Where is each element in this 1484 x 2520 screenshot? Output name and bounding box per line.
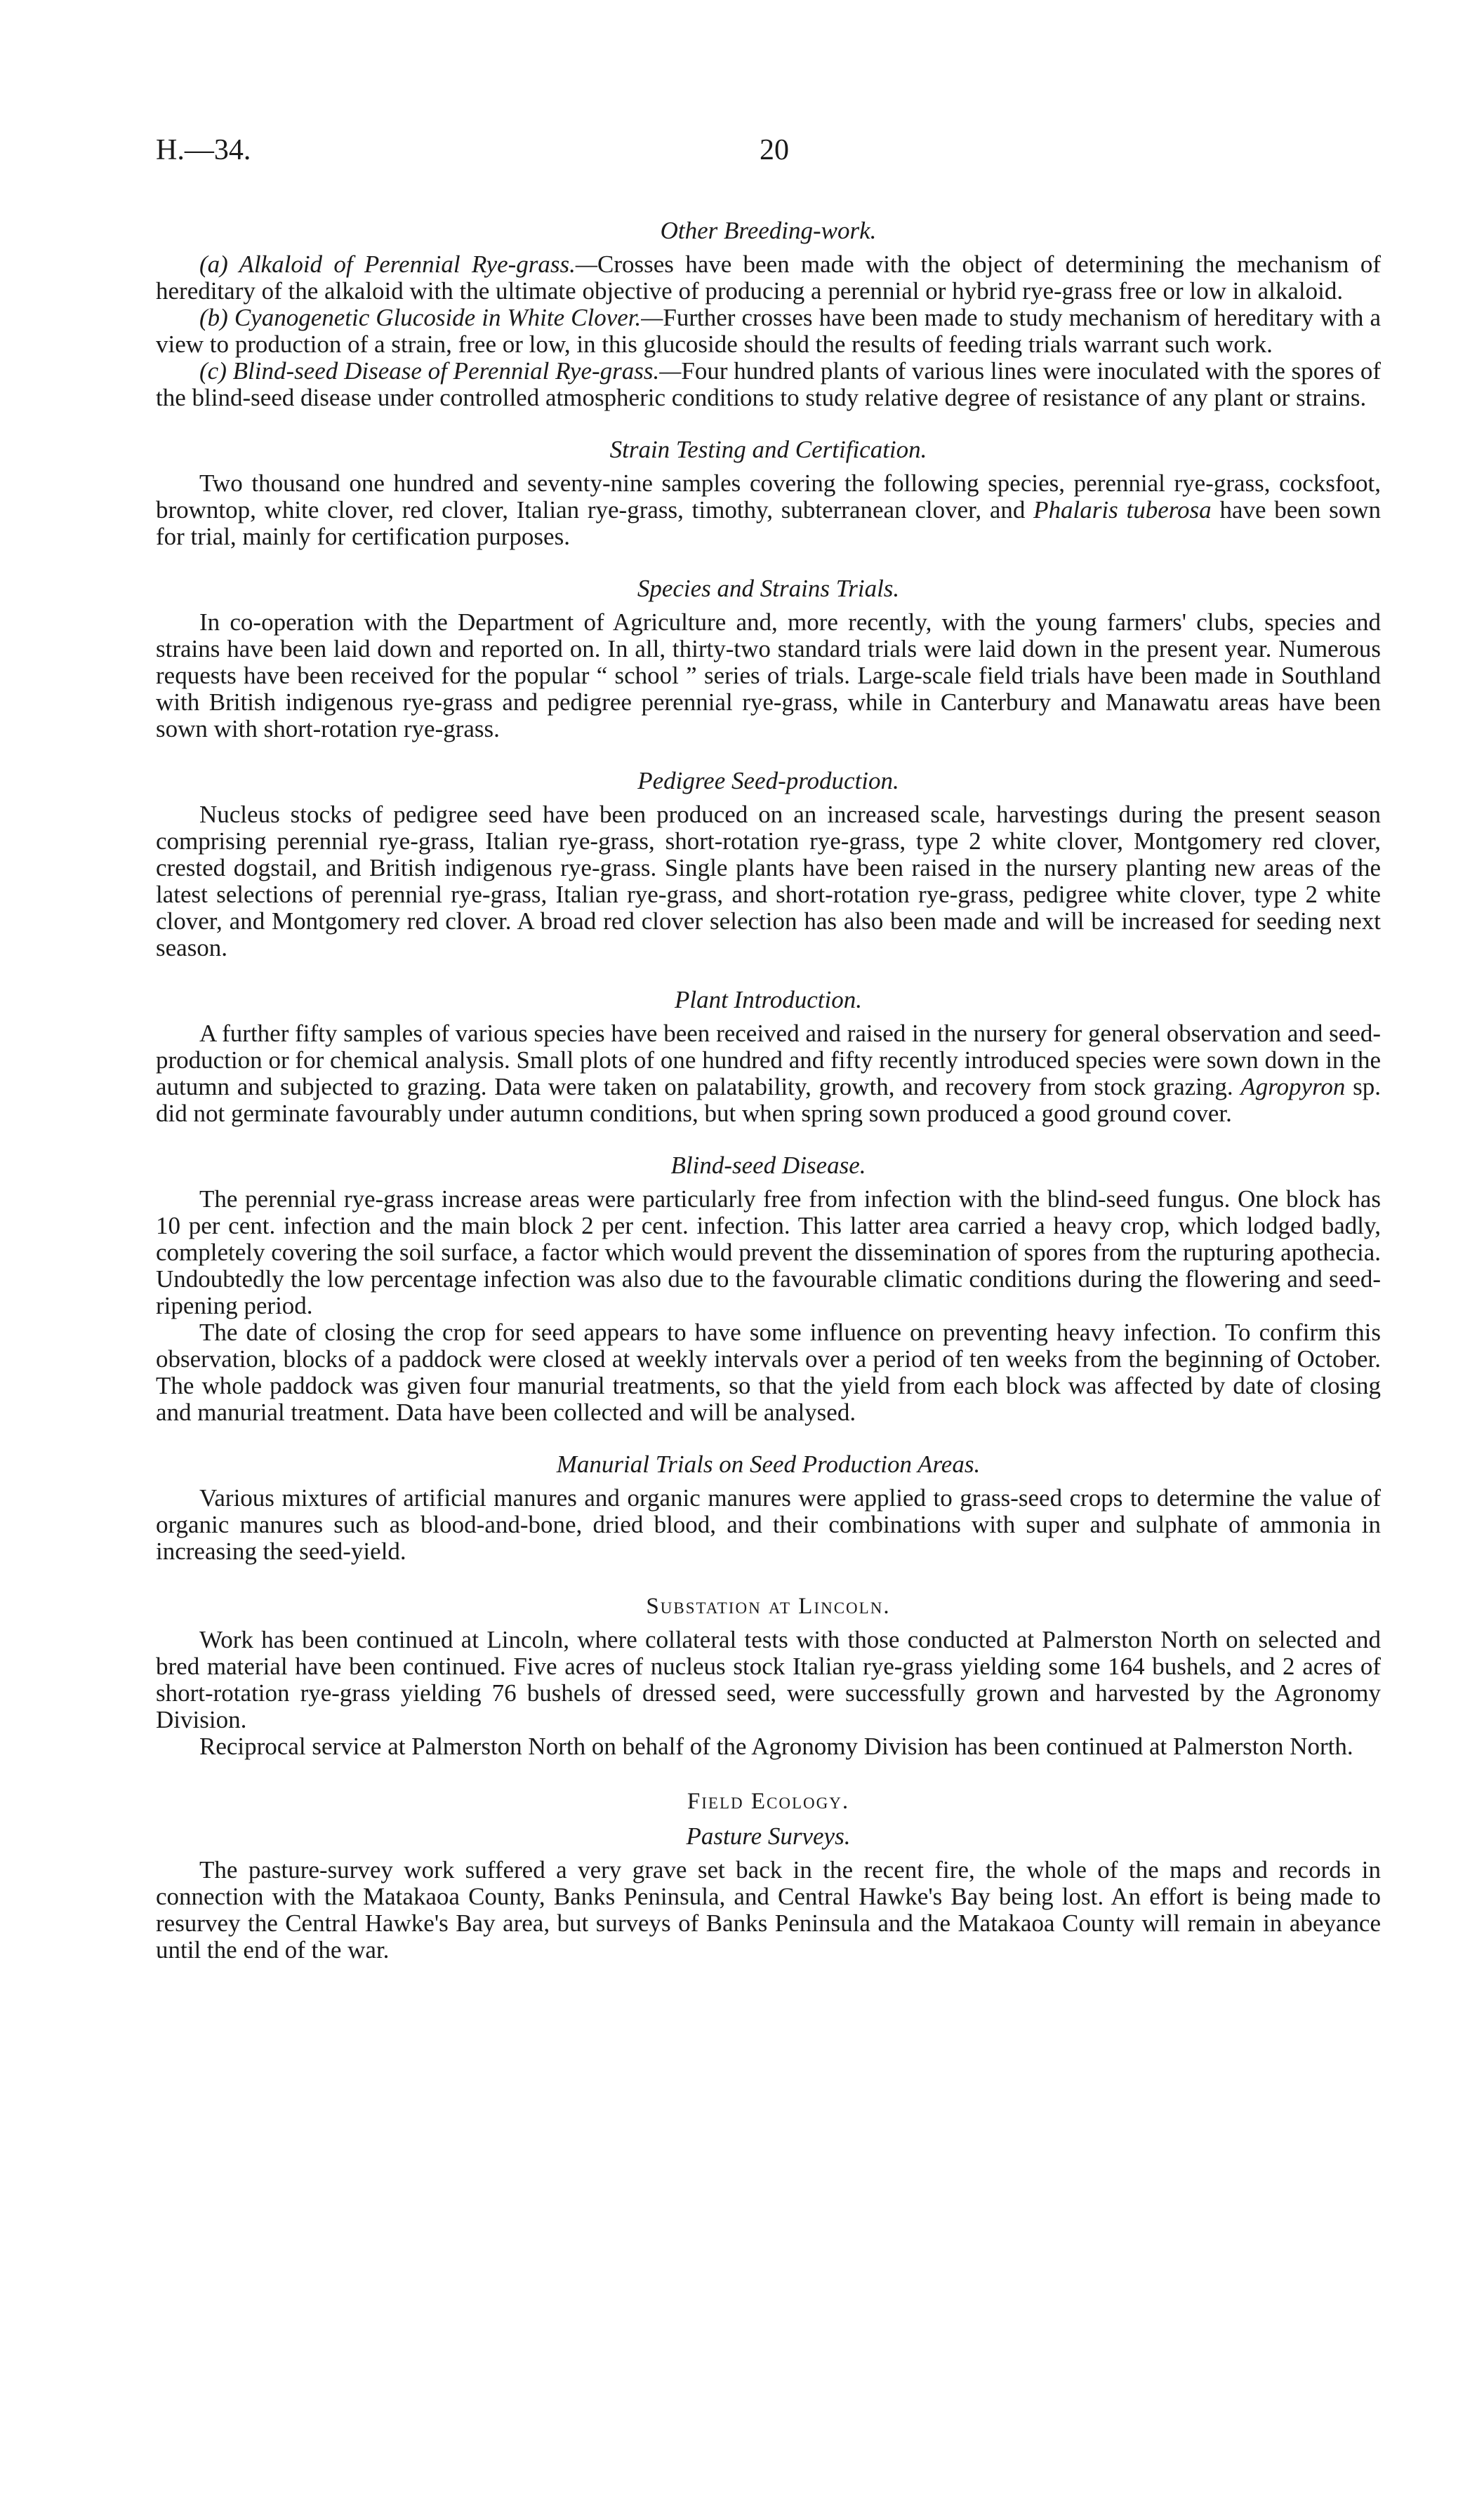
section-heading-manurial-trials: Manurial Trials on Seed Production Areas. <box>556 1451 981 1478</box>
document-page <box>156 133 1381 1964</box>
paragraph-text: Crosses have been made with the object of determining the mechanism of hereditary of the alkaloid with the ultimate objective of producing a perennial or hybrid rye-grass free or low in alkaloid. <box>156 251 1381 305</box>
paragraph-lincoln-work: Work has been continued at Lincoln, where collateral tests with those conducted at Palmerston North on selected and bred material have been continued. Five acres of nucleus stock Italian rye-grass yielding some 164 bushels, and 2 acres of short-rotation rye-grass yielding 76 bushels of dressed seed, were successfully grown and harvested by the Agronomy Division. <box>156 1626 1381 1733</box>
paragraph-cyanogenetic <box>156 305 1381 358</box>
paragraph-blind-seed <box>156 358 1381 411</box>
section-heading-field-ecology: Field Ecology. <box>687 1789 850 1814</box>
document-reference: H.—34. <box>156 134 251 166</box>
paragraph-reciprocal-service: Reciprocal service at Palmerston North on behalf of the Agronomy Division has been continued at Palmerston North. <box>199 1733 1353 1760</box>
section-heading-species-trials: Species and Strains Trials. <box>637 575 900 602</box>
section-heading-pedigree: Pedigree Seed-production. <box>637 767 899 794</box>
paragraph-plant-introduction <box>156 1020 1381 1127</box>
paragraph-pasture-surveys: The pasture-survey work suffered a very grave set back in the recent fire, the whole of the maps and records in connection with the Matakaoa County, Banks Peninsula, and Central Hawke's Bay being lost. An effort is being made to resurvey the Central Hawke's Bay area, but surveys of Banks Peninsula and the Matakaoa County will remain in abeyance until the end of the war. <box>156 1856 1381 1964</box>
section-heading-other-breeding: Other Breeding-work. <box>660 217 877 244</box>
paragraph-alkaloid <box>156 251 1381 305</box>
paragraph-lead: (c) Blind-seed Disease of Perennial Rye-grass.— <box>199 357 682 385</box>
page-number: 20 <box>760 134 789 166</box>
paragraph-lead: (a) Alkaloid of Perennial Rye-grass.— <box>199 251 598 278</box>
page-header <box>156 133 1381 182</box>
paragraph-text: Further crosses have been made to study mechanism of hereditary with a view to production of a strain, free or low, in this glucoside should the results of feeding trials warrant such work. <box>156 304 1381 358</box>
paragraph-text: sp. did not germinate favourably under autumn conditions, but when spring sown produced a good ground cover. <box>156 1073 1381 1127</box>
paragraph-species-trials: In co-operation with the Department of Agriculture and, more recently, with the young farmers' clubs, species and strains have been laid down and reported on. In all, thirty-two standard trials were laid down in the present year. Numerous requests have been received for the popular “ school ” series of trials. Large-scale field trials have been made in Southland with British indigenous rye-grass and pedigree perennial rye-grass, while in Canterbury and Manawatu areas have been sown with short-rotation rye-grass. <box>156 608 1381 742</box>
species-name: Agropyron <box>1240 1073 1346 1100</box>
section-heading-pasture-surveys: Pasture Surveys. <box>686 1822 851 1850</box>
paragraph-blind-seed-infection: The perennial rye-grass increase areas were particularly free from infection with the blind-seed fungus. One block has 10 per cent. infection and the main block 2 per cent. infection. This latter area carried a heavy crop, which lodged badly, completely covering the soil surface, a factor which would prevent the dissemination of spores from the rupturing apothecia. Undoubtedly the low percentage infection was also due to the favourable climatic conditions during the flowering and seed-ripening period. <box>156 1185 1381 1319</box>
paragraph-text: Two thousand one hundred and seventy-nine samples covering the following species, perennial rye-grass, cocksfoot, browntop, white clover, red clover, Italian rye-grass, timothy, subterranean clover, and <box>156 469 1381 524</box>
paragraph-text: have been sown for trial, mainly for certification purposes. <box>156 496 1381 550</box>
section-heading-strain-testing: Strain Testing and Certification. <box>609 436 927 463</box>
paragraph-blind-seed-closing: The date of closing the crop for seed appears to have some influence on preventing heavy infection. To confirm this observation, blocks of a paddock were closed at weekly intervals over a period of ten weeks from the beginning of October. The whole paddock was given four manurial treatments, so that the yield from each block was affected by date of closing and manurial treatment. Data have been collected and will be analysed. <box>156 1319 1381 1426</box>
paragraph-text: A further fifty samples of various species have been received and raised in the nursery for general observation and seed-production or for chemical analysis. Small plots of one hundred and fifty recently introduced species were sown down in the autumn and subjected to grazing. Data were taken on palatability, growth, and recovery from stock grazing. <box>156 1020 1381 1100</box>
paragraph-text: Four hundred plants of various lines were inoculated with the spores of the blind-seed disease under controlled atmospheric conditions to study relative degree of resistance of any plant or strains. <box>156 357 1381 411</box>
section-heading-blind-seed-disease: Blind-seed Disease. <box>670 1152 866 1179</box>
paragraph-pedigree: Nucleus stocks of pedigree seed have been produced on an increased scale, harvestings during the present season comprising perennial rye-grass, Italian rye-grass, short-rotation rye-grass, type 2 white clover, Montgomery red clover, crested dogstail, and British indigenous rye-grass. Single plants have been raised in the nursery planting new areas of the latest selections of perennial rye-grass, Italian rye-grass, and short-rotation rye-grass, pedigree white clover, type 2 white clover, and Montgomery red clover. A broad red clover selection has also been made and will be increased for seeding next season. <box>156 801 1381 961</box>
section-heading-substation: Substation at Lincoln. <box>646 1594 891 1619</box>
species-name: Phalaris tuberosa <box>1033 496 1212 524</box>
paragraph-lead: (b) Cyanogenetic Glucoside in White Clover.— <box>199 304 663 331</box>
section-heading-plant-introduction: Plant Introduction. <box>674 986 862 1013</box>
paragraph-strain-testing <box>156 470 1381 550</box>
paragraph-manurial-trials: Various mixtures of artificial manures and organic manures were applied to grass-seed crops to determine the value of organic manures such as blood-and-bone, dried blood, and their combinations with super and sulphate of ammonia in increasing the seed-yield. <box>156 1484 1381 1565</box>
